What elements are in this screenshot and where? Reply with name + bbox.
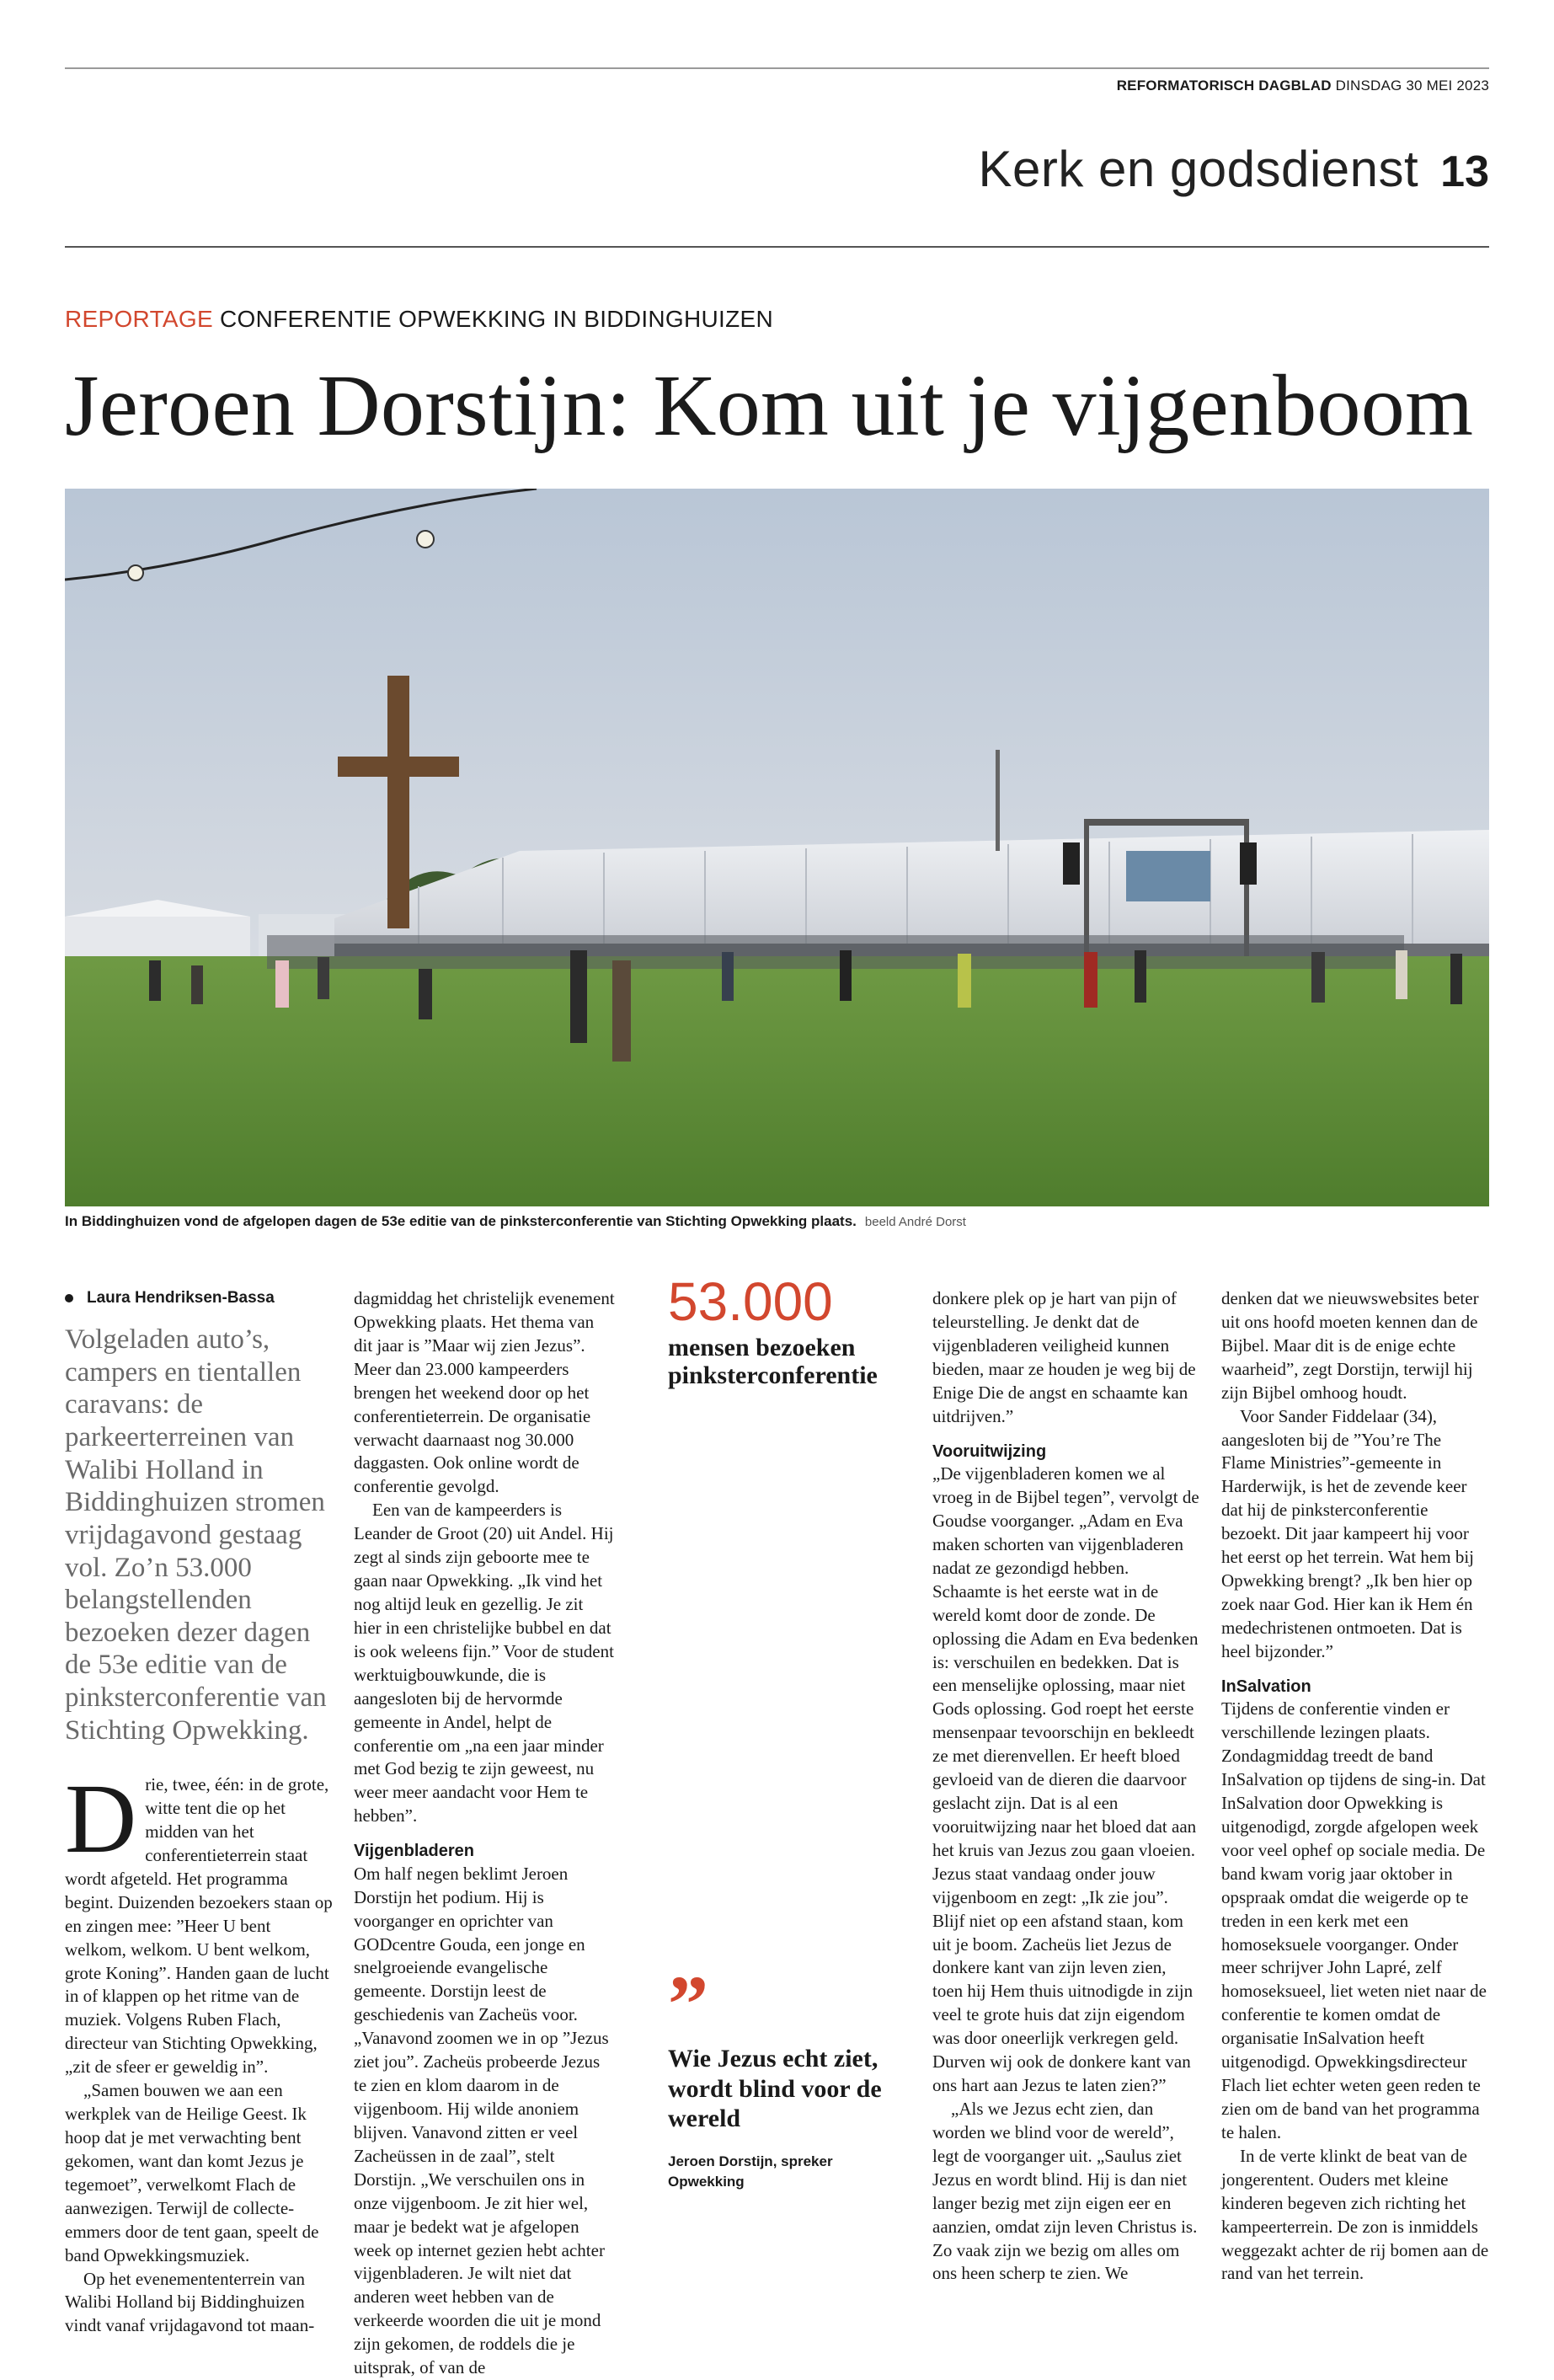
- stat-text: mensen bezoeken pinksterconferentie: [668, 1334, 878, 1390]
- quote-mark-icon: ”: [668, 1959, 708, 2049]
- byline-name: Laura Hendriksen-Bassa: [87, 1289, 275, 1307]
- article-column-5: [1221, 1287, 1489, 2286]
- body-paragraph: Tijdens de conferentie vinden er verschillende lezingen plaats. Zondagmiddag treedt de band InSalvation op tijdens de sing-in. Dat InSalvation door Opwekking is uitgenodigd, zorgde afgelopen week voor veel ophef op sociale media. De band kwam vorig jaar oktober in opspraak omdat die weigerde op te treden in een kerk met een homoseksuele voorganger. Onder meer schrijver John Lapré, zelf homoseksueel, liet weten niet naar de conferentie te komen omdat de organisatie InSalvation heeft uitgenodigd. Opwekkingsdirecteur Flach liet echter weten geen reden te zien om de band van het programma te halen.: [1221, 1698, 1487, 2142]
- subheading: Vooruitwijzing: [932, 1441, 1047, 1461]
- section-name: Kerk en godsdienst: [978, 141, 1419, 197]
- bullet-icon: [65, 1294, 73, 1302]
- section-rule: [65, 246, 1489, 248]
- quote-text: Wie Jezus echt ziet, wordt blind voor de wereld: [668, 2045, 882, 2132]
- body-paragraph: Een van de kampeerders is Leander de Groot (20) uit Andel. Hij zegt al sinds zijn geboorte mee te gaan naar Opwekking. „Ik vind het nog altijd leuk en gezellig. Je zit hier in een christelijke bubbel en dat is ook weleens fijn.” Voor de student werktuigbouwkunde, die is aangesloten bij de hervormde gemeente in Andel, helpt de conferentie om „na een jaar minder met God bezig te zijn geweest, nu weer meer aandacht voor Hem te hebben”.: [354, 1500, 614, 1826]
- article-column-1: [65, 1287, 333, 2338]
- body-paragraph: donkere plek op je hart van pijn of teleurstelling. Je denkt dat de vijgenbladeren veiligheid kunnen bieden, maar ze houden je weg bij de Enige Die de angst en schaamte kan uitdrijven.”: [932, 1288, 1196, 1426]
- section-header: [978, 140, 1489, 198]
- page-number: 13: [1440, 147, 1489, 196]
- kicker: [65, 306, 773, 333]
- stat-box: [668, 1271, 912, 1390]
- subheading: Vijgenbladeren: [354, 1842, 475, 1861]
- article-column-4: [932, 1287, 1200, 2286]
- article-column-2: [354, 1287, 615, 2380]
- body-paragraph: Om half negen beklimt Jeroen Dorstijn het podium. Hij is voorganger en oprichter van GODcentre Gouda, een jonge en snelgroeiende evangelische gemeente. Dorstijn leest de geschiedenis van Zacheüs voor. „Vanavond zoomen we in op ”Jezus ziet jou”. Zacheüs probeerde Jezus te zien en klom daarom in de vijgenboom. Hij wilde anoniem blijven. Vanavond zitten er veel Zacheüssen in de zaal”, stelt Dorstijn. „We verschuilen ons in onze vijgenboom. Je zit hier wel, maar je bedekt wat je afgelopen week op internet gezien hebt achter vijgenbladeren. Je wilt niet dat anderen weet hebben van de verkeerde woorden die uit je mond zijn gekomen, de roddels die je uitsprak, of van de: [354, 1863, 609, 2378]
- body-paragraph: „Als we Jezus echt zien, dan worden we blind voor de wereld”, legt de voorganger uit. „Saulus ziet Jezus en wordt blind. Hij is dan niet langer bezig met zijn eigen eer en aanzien, omdat zijn leven Christus is. Zo vaak zijn we bezig om alles om ons heen scherp te zien. We: [932, 2099, 1198, 2284]
- body-paragraph: Drie, twee, één: in de grote, witte tent die op het midden van het conferentieterrein staat wordt afgeteld. Het programma begint. Duizenden bezoekers staan op en zingen mee: ”Heer U bent welkom, welkom. U bent welkom, grote Koning”. Handen gaan de lucht in of klappen op het ritme van de muziek. Volgens Ruben Flach, directeur van Stichting Opwekking, „zit de sfeer er geweldig in”.: [65, 1763, 333, 2078]
- byline: [65, 1287, 333, 1308]
- caption-text: In Biddinghuizen vond de afgelopen dagen de 53e editie van de pinksterconferentie van Stichting Opwekking plaats.: [65, 1213, 857, 1229]
- body-paragraph: „De vijgenbladeren komen we al vroeg in de Bijbel tegen”, vervolgt de Goudse voorganger. „Adam en Eva maken schorten van vijgenbladeren nadat ze gezondigd hebben. Schaamte is het eerste wat in de wereld komt door de zonde. De oplossing die Adam en Eva bedenken is: verschuilen en bedekken. Dat is een menselijke oplossing, maar niet Gods oplossing. God roept het eerste mensenpaar tevoorschijn en bekleedt ze met dierenvellen. Er heeft bloed gevloeid van de dieren die daarvoor geslacht zijn. Dat is al een vooruitwijzing naar het bloed dat aan het kruis van Jezus zou gaan vloeien. Jezus staat vandaag onder jouw vijgenboom en zegt: „Ik zie jou”. Blijf niet op een afstand staan, kom uit je boom. Zacheüs liet Jezus de donkere kant van zijn leven zien, toen hij Hem thuis uitnodigde in zijn veel te grote huis dat zijn eigendom was door oneerlijk verkregen geld. Durven wij ook de donkere kant van ons hart aan Jezus te laten zien?”: [932, 1463, 1199, 2096]
- drop-cap: D: [65, 1763, 137, 1875]
- kicker-topic: CONFERENTIE OPWEKKING IN BIDDINGHUIZEN: [220, 306, 774, 332]
- masthead: [1117, 78, 1489, 94]
- body-paragraph: In de verte klinkt de beat van de jongerentent. Ouders met kleine kinderen begeven zich richting het kampeerterrein. De zon is inmiddels weggezakt achter de rij bomen aan de rand van het terrein.: [1221, 2145, 1489, 2284]
- subheading: InSalvation: [1221, 1677, 1311, 1696]
- body-paragraph: denken dat we nieuwswebsites beter uit ons hoofd moeten kennen dan de Bijbel. Maar dit is de enige echte waarheid”, zegt Dorstijn, terwijl hij zijn Bijbel omhoog houdt.: [1221, 1288, 1479, 1403]
- top-rule: [65, 67, 1489, 69]
- masthead-date: DINSDAG 30 MEI 2023: [1335, 78, 1489, 94]
- body-paragraph: Op het evenemententerrein van Walibi Holland bij Biddinghuizen vindt vanaf vrijdagavond tot maan-: [65, 2268, 315, 2336]
- body-paragraph: „Samen bouwen we aan een werkplek van de Heilige Geest. Ik hoop dat je met verwachting bent gekomen, want dan komt Jezus je tegemoet”, verwelkomt Flach de aanwezigen. Terwijl de collecte-emmers door de tent gaan, speelt de band Opwekkingsmuziek.: [65, 2080, 319, 2265]
- lede: Volgeladen auto’s, campers en tientallen caravans: de parkeerterreinen van Walibi Holland in Biddinghuizen stromen vrijdagavond gestaag vol. Zo’n 53.000 belangstellenden bezoeken dezer dagen de 53e editie van de pinksterconferentie van Stichting Opwekking.: [65, 1324, 327, 1746]
- kicker-label: REPORTAGE: [65, 306, 213, 332]
- pull-quote: [668, 1959, 912, 2192]
- photo-caption: [65, 1213, 966, 1230]
- headline: Jeroen Dorstijn: Kom uit je vijgenboom: [65, 357, 1474, 454]
- stat-number: 53.000: [668, 1271, 833, 1332]
- body-paragraph: dagmiddag het christelijk evenement Opwekking plaats. Het thema van dit jaar is ”Maar wij zien Jezus”. Meer dan 23.000 kampeerders brengen het weekend door op het conferentieterrein. De organisatie verwacht daarnaast nog 30.000 daggasten. Ook online wordt de conferentie gevolgd.: [354, 1288, 615, 1497]
- masthead-paper: REFORMATORISCH DAGBLAD: [1116, 78, 1332, 94]
- article-photo: [65, 489, 1489, 1206]
- quote-source: Jeroen Dorstijn, spreker Opwekking: [668, 2153, 833, 2190]
- photo-credit: beeld André Dorst: [864, 1215, 966, 1229]
- body-paragraph: Voor Sander Fiddelaar (34), aangesloten bij de ”You’re The Flame Ministries”-gemeente in Harderwijk, is het de zevende keer dat hij de pinksterconferentie bezoekt. Dit jaar kampeert hij voor het eerst op het terrein. Wat hem bij Opwekking brengt? „Ik ben hier op zoek naar God. Hier kan ik Hem én medechristenen ontmoeten. Dat is heel bijzonder.”: [1221, 1405, 1474, 1661]
